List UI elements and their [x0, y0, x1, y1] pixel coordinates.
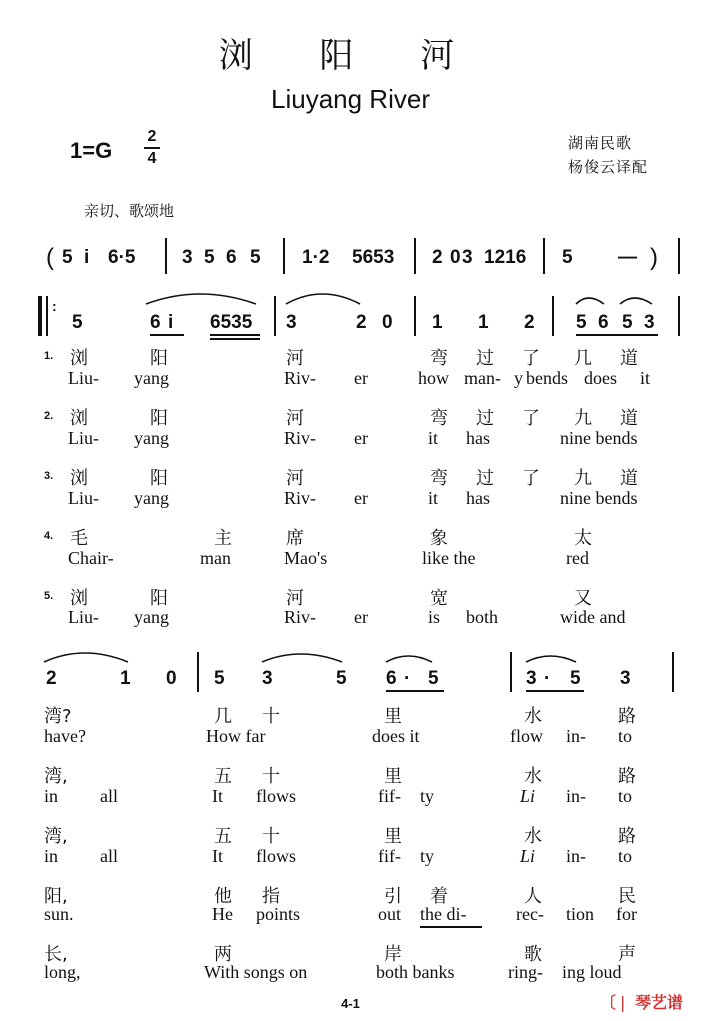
intro-note: 5 — [250, 247, 261, 268]
time-signature — [144, 128, 160, 168]
lyric-en: to — [618, 726, 633, 746]
melody-note: 5 — [72, 312, 83, 333]
lyric-cn: 十 — [262, 766, 280, 787]
intro-note: 5 — [62, 247, 73, 268]
lyric-en: Li — [520, 846, 536, 866]
beam — [576, 334, 658, 336]
lyric-en: ty — [420, 786, 435, 806]
verse-number: 4. — [44, 530, 54, 542]
lyric-en: er — [354, 488, 368, 508]
lyric-en: flow — [510, 726, 543, 746]
lyric-cn: 又 — [574, 588, 592, 609]
lyric-en: Liu- — [68, 368, 99, 388]
lyric-en: fif- — [378, 786, 401, 806]
lyric-cn: 阳 — [150, 588, 168, 609]
barline — [197, 652, 199, 692]
beam — [210, 334, 260, 336]
lyric-cn: 九 — [574, 408, 592, 429]
melody-note: 3 — [262, 668, 273, 689]
lyric-en: Liu- — [68, 607, 99, 627]
lyric-en: Li — [520, 786, 536, 806]
lyric-cn: 席 — [286, 528, 304, 549]
verse-number: 1. — [44, 350, 54, 362]
barline — [543, 238, 545, 274]
lyric-cn: 毛 — [70, 528, 88, 549]
lyric-cn: 象 — [430, 528, 448, 549]
barline — [678, 238, 680, 274]
lyric-cn: 里 — [384, 706, 402, 727]
intro-note: 2 — [432, 247, 443, 268]
lyric-en: red — [566, 548, 589, 568]
lyric-cn: 民 — [618, 886, 636, 907]
lyric-en: fif- — [378, 846, 401, 866]
lyric-cn: 着 — [430, 886, 448, 907]
lyric-cn: 阳, — [44, 886, 68, 907]
lyric-cn: 他 — [214, 886, 232, 907]
lyric-en: in- — [566, 786, 586, 806]
lyric-en: er — [354, 368, 368, 388]
lyric-cn: 浏 — [70, 468, 88, 489]
melody-note: 0 — [166, 668, 177, 689]
intro-paren-close: ) — [650, 244, 658, 271]
lyric-en: bends — [526, 368, 568, 388]
lyric-cn: 浏 — [70, 588, 88, 609]
credit-translator: 杨俊云译配 — [568, 158, 649, 176]
lyric-underline — [420, 926, 482, 928]
repeat-barline — [38, 296, 42, 336]
melody-note: 6535 — [210, 312, 253, 333]
melody-note: 6 — [598, 312, 609, 333]
lyric-cn: 了 — [522, 408, 540, 429]
lyric-en: Riv- — [284, 428, 317, 448]
lyric-cn: 阳 — [150, 348, 168, 369]
logo-icon: 〔❘ — [599, 993, 630, 1012]
lyric-cn: 河 — [286, 468, 304, 489]
slur — [262, 654, 342, 662]
lyric-en: flows — [256, 786, 296, 806]
lyric-en: Liu- — [68, 488, 99, 508]
barline — [414, 238, 416, 274]
melody-note: 5 — [622, 312, 633, 333]
lyric-en: yang — [134, 368, 169, 388]
meter-bottom: 4 — [147, 150, 157, 167]
melody-note: 5 — [336, 668, 347, 689]
intro-note: 0 — [450, 247, 461, 268]
lyric-cn: 湾, — [44, 766, 68, 787]
lyric-en: er — [354, 428, 368, 448]
lyric-en: nine bends — [560, 488, 638, 508]
melody-note: 5 — [214, 668, 225, 689]
lyric-en: yang — [134, 428, 169, 448]
slur — [620, 298, 652, 304]
lyric-en: all — [100, 786, 118, 806]
slur — [286, 294, 360, 304]
intro-note: 6 — [226, 247, 237, 268]
lyric-en: ring- — [508, 962, 543, 982]
melody-note: 2 — [356, 312, 367, 333]
lyric-en: has — [466, 488, 490, 508]
lyric-en: it — [428, 428, 439, 448]
lyric-en: yang — [134, 488, 169, 508]
site-logo — [600, 990, 683, 1013]
lyric-en: ty — [420, 846, 435, 866]
lyric-cn: 长, — [44, 944, 68, 965]
lyric-cn: 湾, — [44, 826, 68, 847]
slur — [526, 656, 576, 662]
lyric-cn: 过 — [476, 468, 494, 489]
slur — [386, 656, 432, 662]
lyric-cn: 弯 — [430, 348, 448, 369]
lyric-cn: 引 — [384, 886, 402, 907]
lyric-en: in — [44, 846, 59, 866]
lyric-en: the di- — [420, 904, 467, 924]
lyric-en: long, — [44, 962, 81, 982]
lyric-cn: 过 — [476, 348, 494, 369]
title-chinese: 浏 阳 河 — [218, 36, 483, 76]
lyric-en: is — [428, 607, 441, 627]
lyric-en: it — [428, 488, 439, 508]
melody-note: 5 — [428, 668, 439, 689]
lyric-en: Riv- — [284, 368, 317, 388]
repeat-barline-thin — [46, 296, 48, 336]
lyric-cn: 了 — [522, 468, 540, 489]
lyric-cn: 指 — [262, 886, 280, 907]
lyric-cn: 路 — [618, 766, 636, 787]
lyric-en: Riv- — [284, 488, 317, 508]
lyric-cn: 河 — [286, 408, 304, 429]
barline — [552, 296, 554, 336]
lyric-cn: 路 — [618, 706, 636, 727]
lyric-cn: 里 — [384, 826, 402, 847]
beam — [386, 690, 444, 692]
melody-note: 6 — [150, 312, 161, 333]
lyric-en: Chair- — [68, 548, 114, 568]
lyric-cn: 河 — [286, 348, 304, 369]
slur — [576, 298, 604, 304]
lyric-cn: 了 — [522, 348, 540, 369]
intro-note: 5 — [204, 247, 215, 268]
lyric-en: Liu- — [68, 428, 99, 448]
lyric-en: points — [256, 904, 301, 924]
lyric-cn: 几 — [574, 348, 592, 369]
lyric-en: yang — [134, 607, 169, 627]
lyric-cn: 浏 — [70, 408, 88, 429]
lyric-cn: 过 — [476, 408, 494, 429]
tempo-marking: 亲切、歌颂地 — [84, 202, 175, 220]
lyric-en: for — [616, 904, 637, 924]
melody-note: 6 — [386, 668, 397, 689]
lyric-cn: 弯 — [430, 468, 448, 489]
lyric-en: er — [354, 607, 368, 627]
lyric-en: man- — [464, 368, 501, 388]
lyric-cn: 水 — [524, 826, 542, 847]
lyric-en: it — [640, 368, 651, 388]
lyric-en: have? — [44, 726, 86, 746]
lyric-en: It — [212, 786, 223, 806]
barline — [510, 652, 512, 692]
lyric-en: tion — [566, 904, 595, 924]
melody-note: 3 — [644, 312, 655, 333]
melody-note: 5 — [570, 668, 581, 689]
intro-paren-open: ( — [46, 244, 54, 271]
verse-number: 2. — [44, 410, 54, 422]
lyric-en: It — [212, 846, 223, 866]
repeat-dots: : — [52, 298, 57, 314]
melody-note: 2 — [524, 312, 535, 333]
lyric-en: in- — [566, 846, 586, 866]
intro-note: 6·5 — [108, 247, 136, 268]
intro-note: 3 — [462, 247, 473, 268]
lyric-en: ing loud — [562, 962, 622, 982]
melody-note: 2 — [46, 668, 57, 689]
key-signature: 1=G — [70, 138, 113, 163]
lyric-cn: 五 — [214, 766, 232, 787]
lyric-cn: 道 — [620, 468, 638, 489]
lyric-en: Mao's — [284, 548, 328, 568]
lyric-en: to — [618, 846, 633, 866]
lyric-en: to — [618, 786, 633, 806]
lyric-cn: 里 — [384, 766, 402, 787]
lyric-en: in — [44, 786, 59, 806]
lyric-cn: 阳 — [150, 468, 168, 489]
lyric-en: does — [584, 368, 617, 388]
lyric-en: y — [514, 368, 523, 388]
beam — [210, 338, 260, 340]
lyric-cn: 湾? — [44, 706, 72, 727]
intro-note: 5 — [562, 247, 573, 268]
lyric-cn: 歌 — [524, 944, 542, 965]
melody-note: 3 — [286, 312, 297, 333]
barline — [414, 296, 416, 336]
lyric-en: has — [466, 428, 490, 448]
slur — [146, 294, 256, 304]
barline — [672, 652, 674, 692]
intro-note: 3 — [182, 247, 193, 268]
melody-note: 1 — [120, 668, 131, 689]
lyric-cn: 宽 — [430, 588, 448, 609]
lyric-cn: 九 — [574, 468, 592, 489]
barline — [274, 296, 276, 336]
barline — [165, 238, 167, 274]
melody-dot: · — [404, 668, 411, 689]
lyric-en: both — [466, 607, 499, 627]
lyric-en: man — [200, 548, 231, 568]
credit-origin: 湖南民歌 — [568, 134, 633, 152]
melody-note: 1 — [432, 312, 443, 333]
barline — [678, 296, 680, 336]
lyric-cn: 路 — [618, 826, 636, 847]
intro-note: 1216 — [484, 247, 527, 268]
intro-note: 5653 — [352, 247, 395, 268]
intro-note: i — [84, 247, 90, 268]
verse-number: 3. — [44, 470, 54, 482]
lyric-cn: 十 — [262, 706, 280, 727]
lyric-en: How far — [206, 726, 266, 746]
melody-note: 3 — [526, 668, 537, 689]
barline — [283, 238, 285, 274]
lyric-en: He — [212, 904, 233, 924]
beam — [526, 690, 584, 692]
lyric-en: rec- — [516, 904, 544, 924]
lyric-en: nine bends — [560, 428, 638, 448]
lyric-cn: 水 — [524, 706, 542, 727]
lyric-cn: 太 — [574, 528, 592, 549]
beam — [150, 334, 184, 336]
lyric-en: both banks — [376, 962, 455, 982]
lyric-cn: 人 — [524, 886, 542, 907]
lyric-cn: 道 — [620, 348, 638, 369]
melody-note: i — [168, 312, 174, 333]
lyric-en: how — [418, 368, 449, 388]
melody-note: 0 — [382, 312, 393, 333]
lyric-cn: 声 — [618, 944, 636, 965]
lyric-cn: 两 — [214, 944, 232, 965]
lyric-en: out — [378, 904, 402, 924]
lyric-en: sun. — [44, 904, 74, 924]
lyric-en: Riv- — [284, 607, 317, 627]
lyric-cn: 水 — [524, 766, 542, 787]
lyric-en: does it — [372, 726, 420, 746]
lyric-cn: 十 — [262, 826, 280, 847]
lyric-en: With songs on — [204, 962, 308, 982]
melody-note: 1 — [478, 312, 489, 333]
lyric-cn: 五 — [214, 826, 232, 847]
meter-top: 2 — [147, 128, 157, 145]
lyric-en: in- — [566, 726, 586, 746]
lyric-en: flows — [256, 846, 296, 866]
slur — [44, 653, 128, 662]
lyric-en: like the — [422, 548, 476, 568]
lyric-cn: 弯 — [430, 408, 448, 429]
lyric-en: wide and — [560, 607, 626, 627]
melody-note: 3 — [620, 668, 631, 689]
intro-note: 1·2 — [302, 247, 330, 268]
verse-number: 5. — [44, 590, 54, 602]
title-english: Liuyang River — [271, 84, 430, 114]
lyric-cn: 岸 — [384, 944, 402, 965]
intro-note: — — [618, 247, 637, 268]
melody-note: 5 — [576, 312, 587, 333]
melody-dot: · — [544, 668, 551, 689]
lyric-cn: 河 — [286, 588, 304, 609]
logo-text: 琴艺谱 — [634, 993, 683, 1012]
lyric-cn: 阳 — [150, 408, 168, 429]
lyric-cn: 几 — [214, 706, 232, 727]
lyric-cn: 道 — [620, 408, 638, 429]
page-number: 4-1 — [341, 996, 360, 1011]
lyric-en: all — [100, 846, 118, 866]
lyric-cn: 主 — [214, 528, 232, 549]
lyric-cn: 浏 — [70, 348, 88, 369]
